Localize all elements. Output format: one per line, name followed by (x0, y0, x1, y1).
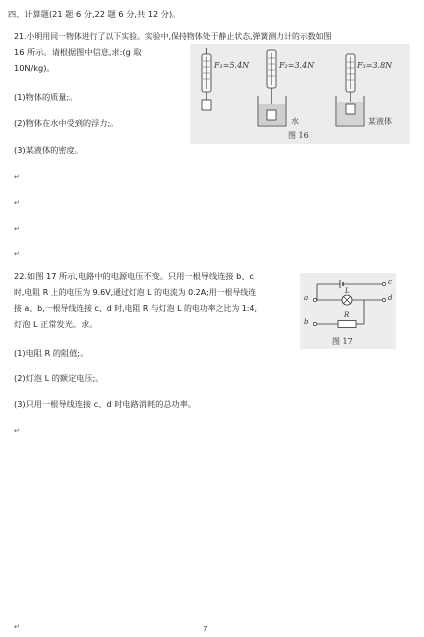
figure-17-caption: 图 17 (332, 337, 353, 346)
terminal-c: c (388, 278, 392, 286)
paragraph-mark: ↵ (14, 173, 20, 181)
spring-scale-diagram (190, 44, 410, 144)
force-label-2: F₂=3.4N (279, 61, 315, 70)
q22-sub-1: (1)电阻 R 的阻值;。 (14, 348, 89, 358)
q21-line-1: 21.小明用同一物体进行了以下实验。实验中,保持物体处于静止状态,弹簧测力计的示数如图 (14, 32, 332, 41)
force-label-3: F₃=3.8N (357, 61, 393, 70)
page-number: 7 (203, 625, 208, 633)
paragraph-mark: ↵ (14, 623, 20, 631)
spring-scale-1 (202, 48, 211, 110)
q22-sub-3: (3)只用一根导线连接 c、d 时电路消耗的总功率。 (14, 399, 197, 409)
paragraph-mark: ↵ (14, 225, 20, 233)
q21-sub-3: (3)某液体的密度。 (14, 145, 83, 155)
paragraph-mark: ↵ (14, 427, 20, 435)
liquid-label-water: 水 (291, 117, 299, 126)
q22-line-3: 接 a、b,一根导线连接 c、d 时,电阻 R 与灯泡 L 的电功率之比为 1:4, (14, 304, 257, 313)
q22-line-1: 22.如图 17 所示,电路中的电源电压不变。只用一根导线连接 b、c (14, 271, 255, 281)
resistor-label: R (344, 311, 350, 319)
paragraph-mark: ↵ (14, 250, 20, 258)
terminal-b: b (304, 318, 309, 326)
terminal-d: d (388, 294, 393, 302)
section-heading: 四、计算题(21 题 6 分,22 题 6 分,共 12 分)。 (8, 9, 181, 19)
q21-sub-1: (1)物体的质量;。 (14, 92, 78, 102)
q22-line-4: 灯泡 L 正常发光。求。 (14, 319, 98, 329)
q21-sub-2: (2)物体在水中受到的浮力;。 (14, 118, 119, 128)
q21-line-2: 16 所示。请根据图中信息,求:(g 取 (14, 47, 142, 57)
q22-line-2: 时,电阻 R 上的电压为 9.6V,通过灯泡 L 的电流为 0.2A;用一根导线连 (14, 288, 257, 297)
paragraph-mark: ↵ (14, 199, 20, 207)
terminal-a: a (304, 294, 309, 302)
figure-17 (300, 273, 396, 349)
figure-16-caption: 图 16 (288, 131, 309, 140)
q22-sub-2: (2)灯泡 L 的额定电压;。 (14, 373, 104, 383)
q21-line-3: 10N/kg)。 (14, 63, 55, 73)
force-label-1: F₁=5.4N (214, 61, 250, 70)
lamp-label: L (345, 287, 350, 295)
figure-16 (190, 44, 410, 144)
liquid-label-unknown: 某液体 (368, 117, 392, 126)
